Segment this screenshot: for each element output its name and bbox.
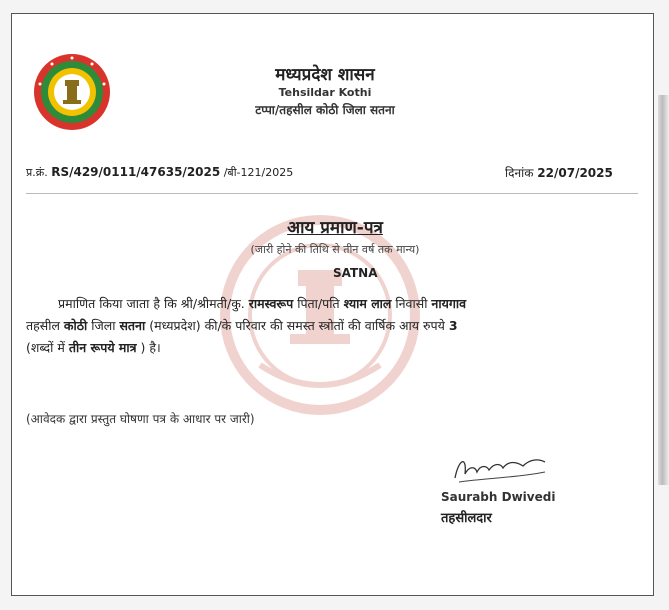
issue-date [505,164,613,181]
date-value: 22/07/2025 [537,166,613,180]
signatory-designation: तहसीलदार [441,511,492,526]
reference-value: RS/429/0111/47635/2025 [51,165,221,179]
signatory-name: Saurabh Dwivedi [441,490,556,504]
father-name: श्याम लाल [343,296,392,311]
declaration-note: (आवेदक द्वारा प्रस्तुत घोषणा पत्र के आधार पर जारी) [26,412,255,426]
mp-emblem-icon [32,52,112,132]
reference-label: प्र.क्रं. [26,166,48,179]
date-label: दिनांक [505,166,534,180]
reference-suffix: /बी-121/2025 [223,166,294,179]
tehsil-name: कोठी [63,318,88,333]
village-name: नायगाव [431,296,467,311]
income-amount-words: तीन रूपये मात्र [68,340,137,355]
office-title: Tehsildar Kothi [278,86,372,99]
validity-note: (जारी होने की तिथि से तीन वर्ष तक मान्य) [250,243,420,256]
government-title: मध्यप्रदेश शासन [275,65,375,85]
reference-number [26,165,293,180]
applicant-name: रामस्वरूप [248,296,294,311]
place-label: SATNA [333,266,378,280]
body-line-3: (शब्दों में तीन रूपये मात्र ) है। [26,340,161,355]
income-amount: 3 [448,318,458,333]
signature-icon [445,448,555,488]
certificate-body [26,293,638,359]
district-name: सतना [119,318,146,333]
certificate-title: आय प्रमाण-पत्र [287,218,383,238]
divider [26,193,638,194]
adjacent-page-edge [658,95,669,485]
body-line-1: प्रमाणित किया जाता है कि श्री/श्रीमती/कु. रामस्वरूप पिता/पति श्याम लाल निवासी नायगाव [58,296,467,311]
office-location: टप्पा/तहसील कोठी जिला सतना [255,103,395,117]
body-line-2: तहसील कोठी जिला सतना (मध्यप्रदेश) की/के परिवार की समस्त स्त्रोतों की वार्षिक आय रुपये 3 [26,318,458,333]
